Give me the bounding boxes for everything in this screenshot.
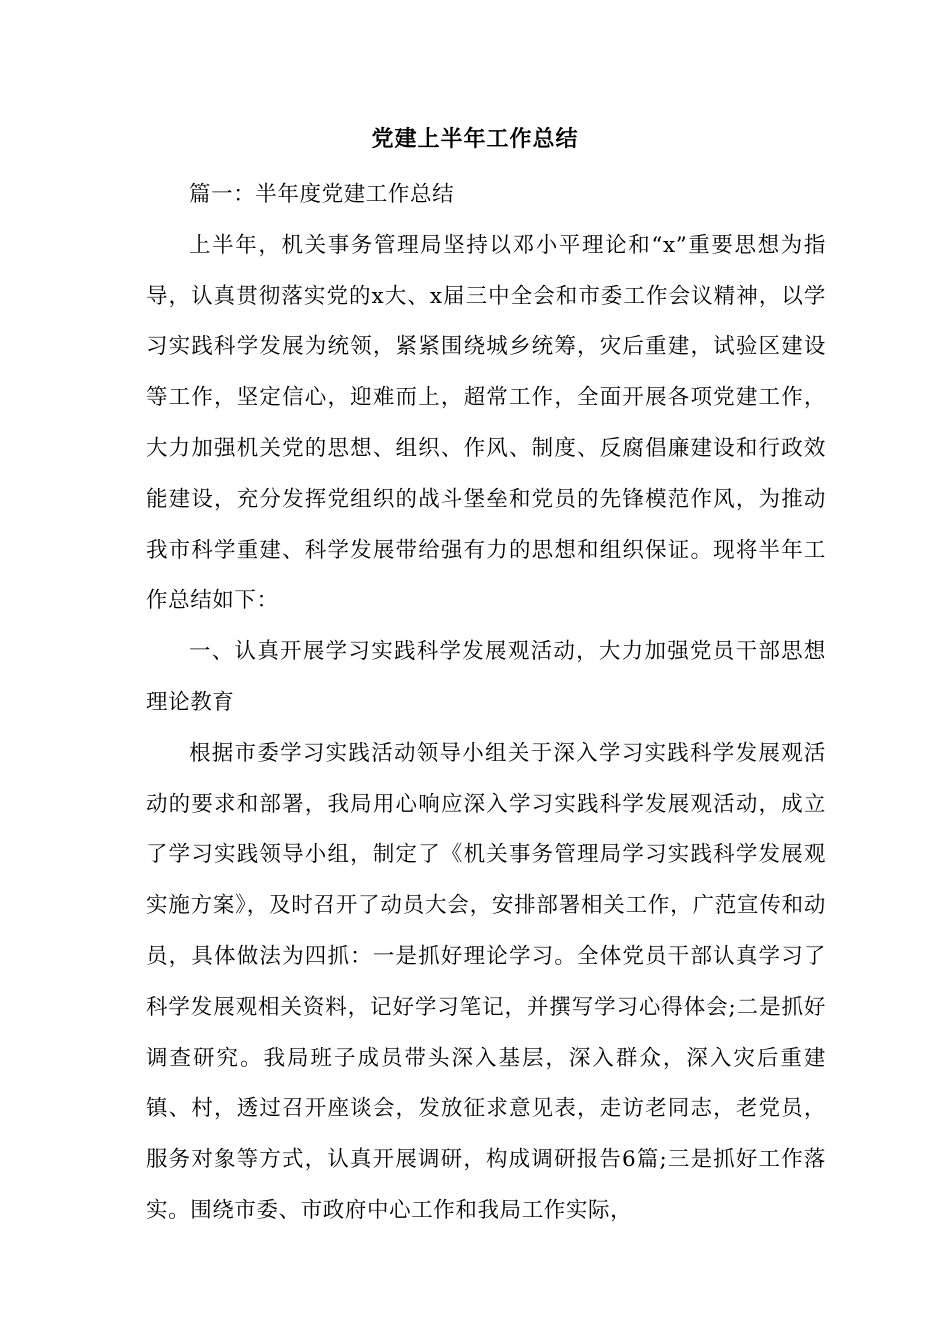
paragraph-intro: 上半年，机关事务管理局坚持以邓小平理论和“x”重要思想为指导，认真贯彻落实党的x大、x届三中全会和市委工作会议精神，以学习实践科学发展为统领，紧紧围绕城乡统筹，灾后重建，试验区建设等工作，坚定信心，迎难而上，超常工作，全面开展各项党建工作，大力加强机关党的思想、组织、作风、制度、反腐倡廉建设和行政效能建设，充分发挥党组织的战斗堡垒和党员的先锋模范作风，为推动我市科学重建、科学发展带给强有力的思想和组织保证。现将半年工作总结如下： — [146, 232, 826, 614]
paragraph-item-heading: 一、认真开展学习实践科学发展观活动，大力加强党员干部思想理论教育 — [146, 639, 826, 715]
document-body — [146, 170, 826, 1237]
document-title: 党建上半年工作总结 — [371, 126, 579, 152]
paragraph-item-body: 根据市委学习实践活动领导小组关于深入学习实践科学发展观活动的要求和部署，我局用心响应深入学习实践科学发展观活动，成立了学习实践领导小组，制定了《机关事务管理局学习实践科学发展观实施方案》，及时召开了动员大会，安排部署相关工作，广范宣传和动员，具体做法为四抓：一是抓好理论学习。全体党员干部认真学习了科学发展观相关资料，记好学习笔记，并撰写学习心得体会;二是抓好调查研究。我局班子成员带头深入基层，深入群众，深入灾后重建镇、村，透过召开座谈会，发放征求意见表，走访老同志，老党员，服务对象等方式，认真开展调研，构成调研报告6篇;三是抓好工作落实。围绕市委、市政府中心工作和我局工作实际， — [146, 740, 826, 1223]
paragraph-section-heading: 篇一：半年度党建工作总结 — [189, 182, 455, 207]
